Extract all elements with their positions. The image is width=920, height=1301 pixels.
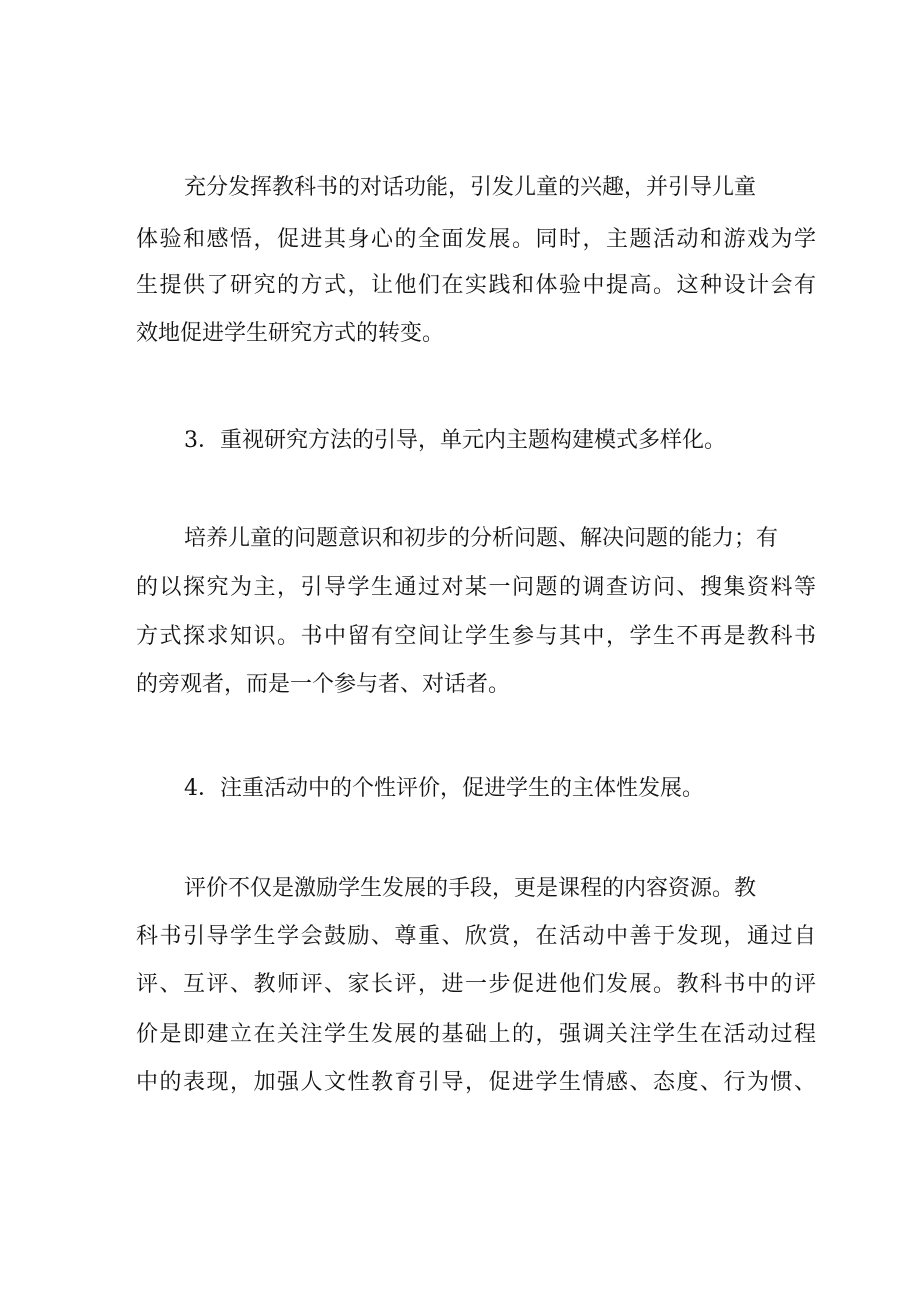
section-heading: 4．注重活动中的个性评价，促进学生的主体性发展。	[184, 776, 704, 801]
paragraph-line: 方式探求知识。书中留有空间让学生参与其中，学生不再是教科书	[136, 624, 816, 649]
paragraph-line: 的以探究为主，引导学生通过对某一问题的调查访问、搜集资料等	[136, 575, 816, 600]
section-heading: 3．重视研究方法的引导，单元内主题构建模式多样化。	[184, 428, 726, 453]
paragraph-line: 效地促进学生研究方式的转变。	[136, 321, 445, 346]
paragraph-line: 生提供了研究的方式，让他们在实践和体验中提高。这种设计会有	[136, 273, 816, 298]
paragraph-line: 价是即建立在关注学生发展的基础上的，强调关注学生在活动过程	[136, 1022, 816, 1047]
paragraph-line: 评价不仅是激励学生发展的手段，更是课程的内容资源。教	[184, 876, 757, 901]
paragraph-line: 的旁观者，而是一个参与者、对话者。	[136, 672, 511, 697]
paragraph-line: 评、互评、教师评、家长评，进一步促进他们发展。教科书中的评	[136, 972, 816, 997]
paragraph-line: 充分发挥教科书的对话功能，引发儿童的兴趣，并引导儿童	[184, 175, 757, 200]
paragraph-line: 体验和感悟，促进其身心的全面发展。同时，主题活动和游戏为学	[136, 227, 816, 252]
paragraph-line: 培养儿童的问题意识和初步的分析问题、解决问题的能力；有	[184, 526, 779, 551]
paragraph-line: 中的表现，加强人文性教育引导，促进学生情感、态度、行为惯、	[136, 1070, 816, 1095]
paragraph-line: 科书引导学生学会鼓励、尊重、欣赏，在活动中善于发现，通过自	[136, 924, 816, 949]
